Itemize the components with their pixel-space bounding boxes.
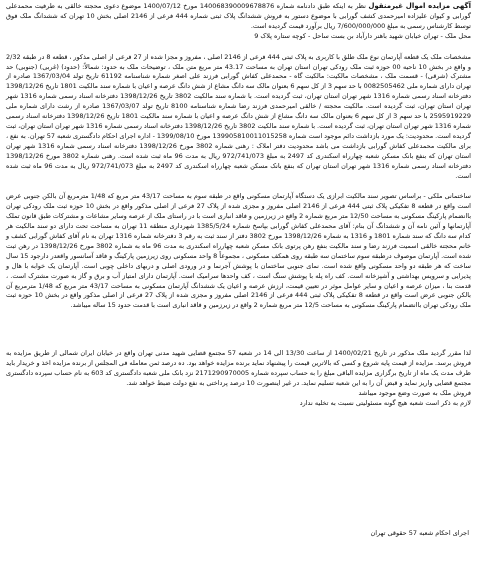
property-description: مشخصات ملک یک قطعه آپارتمان نوع ملک طلق با کاربری به پلاک ثبتی 444 فرعی از 2146 اصلی ، مفروز و مجزا شده از 27 فرعی از اصلی مذکور ، قطعه 8 در طبقه 2/32 و واقع در بخش 10 ناحیه 00 حوزه ثبت ملک رودکی تهران استان تهران به مساحت 43.17 متر مربع متن ملک ، توضیحات ملک به حدود: شمالاً: (حدود) (غربی) (جنوبی) حد مشترک (شرقی) - قسمت ملک ، مشخصات مالکیت: مالکیت گاه - محمدعلی کفاش گورابی فرزند علی اصغر شماره شناسنامه 61192 تاریخ تولد 1367/03/04 صادره از تهران دارای شماره ملی 0082505462 با حد سهم 3 از کل سهم 6 بعنوان مالک سه دانگ مشاع از شش دانگ عرصه و اعیان با شماره سند مالکیت 1801 تاریخ 1398/12/26 دفترخانه اسناد رسمی شماره 1316 شهر تهران استان تهران، ثبت گردیده است. با شماره سند مالکیت 3802 تاریخ 1398/12/26 دفترخانه اسناد رسمی شماره 1316 شهر تهران استان تهران، ثبت گردیده است. مالکیت محجته / خالقی امیرحمدی فرزند رضا شماره شناسنامه 8100 تاریخ تولد 1367/03/07 صادره از رشت دارای شماره ملی 2595919229 با حد سهم 3 از کل سهم 6 بعنوان مالک سه دانگ مشاع از شش دانگ عرصه و اعیان با شماره سند مالکیت 1801 تاریخ 1398/12/26 دفترخانه اسناد رسمی شماره 1316 شهر تهران استان تهران، ثبت گردیده است. با شماره سند مالکیت 3802 تاریخ 1398/12/26 دفترخانه اسناد رسمی شماره 1316 شهر تهران استان تهران، ثبت گردیده است. محدودیت: یک مورد بازداشت دائم موجود است شماره 139905810011015258 مورخ 1399/08/10 - اداره اجرای احکام دادگستری شعبه 57 تهران. به نفع ، برای مالکیت محمدعلی کفاش گورابی بازداشت می باشد محدودیت دفتر املاک : رهنی شماره 3802 مورخ 1398/12/26 دفترخانه اسناد رسمی شماره 1316 شهر تهران استان تهران که بنفع بانک مسکن شعبه چهارراه اسکندری کد 2497 به مبلغ 972/741/073 ریال به مدت 96 ماه ثبت شده است. رهنی شماره 3802 مورخ 1398/12/26 دفترخانه اسناد رسمی شماره 1316 شهر تهران استان تهران که بنفع بانک مسکن شعبه چهارراه اسکندری کد 2497 به مبلغ 972/741/073 ریال به مدت 96 ماه ثبت شده است. — [6, 52, 472, 180]
intro-text: نظر به اینکه طبق دادنامه شماره 140068390009678876 مورخ 1400/07/12 موضوع دعوی محجته خالقی به طرفیت محمدعلی گورابی و کیوان علیزاده امیرحمدی کشف گورابی با موضوع دستور به فروش ششدانگ پلاک ثبتی شماره 444 فرعی از 2146 اصلی بخش 10 تهران که ششدانگ ملک فوق توسط کارشناس رسمی به مبلغ 7/600/000/000 ریال برآورد قیمت گردیده است. — [6, 2, 471, 30]
notice-title: آگهی مزایده اموال غیرمنقول — [368, 2, 471, 10]
property-address: محل ملک - تهران خیابان شهید باهنر دارآباد بن بست ساحل - کوچه ستاره پلاک 9 — [254, 31, 471, 40]
expert-report: ساختمانی ملکی - براساس تصویر سند مالکیت ابرازی یک دستگاه آپارتمان مسکونی واقع در طبقه سوم به مساحت 43/17 متر مربع که 1/48 مترمربع آن بالکن جنوبی عرض است واقع در قطعه 8 تفکیکی پلاک ثبتی 444 فرعی از 2146 اصلی مفروز و مجزی شده از پلاک 27 فرعی از اصلی مذکور واقع در بخش 10 حوزه ثبت ملک رودکی تهران باانضمام پارکینگ مسکونی به مساحت 12/50 متر مربع شماره 2 واقع در زیرزمین و فاقد انباری است با در راستای ملک از عرصه وسایر مشاعات و مشترکات طبق قانون تملک آپارتمانها و آئین نامه آن و ششدانگ آن بنام: آقای محمدعلی کفاش گورابی بپاسخ شماره 1385/5/24 شهرداری منطقه 11 تهران به مساحت تحت دارای دو سند مالکیت هر کدام سه دانگ که سند شماره 1801 و 1316 به شماره 1398/12/26 مورخ 3802 دفتر از سند ثبت به رقم 3 دفترخانه شماره 1316 تهران به نام آقای کفاش گورابی کشف و خانم محجته خالقی اسمیت فرزند رضا و سند مالکیت بنفع رهن پرتوی بانک مسکن شعبه چهارراه اسکندری به مدت 96 ماه به شماره 3802 مورخ 1398/12/26 در رهن ثبت شده است. آپارتمان موصوف درطبقه سوم ساختمان سه طبقه روی همکف مسکونی ، مجموعاً 8 واحد مسکونی روی زیرزمین پارکینگ و فاقد آسانسور واقعدر دارجود 15 سال ساخت که هر طبقه دو واحد مسکونی واقع شده است. نمای جنوبی ساختمان با پوشش آجرنما و در ورودی اصلی و دربهای داخلی چوبی است. آپارتمان یک خوابه با هال و پذیرایی و سرویس بهداشتی و آشپزخانه است. کف راه پله با پوشش سنگ است ، کف واحدها سرامیک است. آپارتمان دارای امتیاز آب و برق و گاز به صورت مشترک است. ، قدمت بنا ، میزان عرصه و اعیان و سایر عوامل موثر در تعیین قیمت، ارزش عرصه و اعیان یک ششدانگ آپارتمان مسکونی به مساحت 43/17 متر مربع که 1/48 مترمربع آن بالکن جنوبی عرض است واقع در قطعه 8 تفکیکی پلاک ثبتی 444 فرعی از 2146 اصلی مفروز و مجزی شده از پلاک 27 فرعی از اصلی مذکور واقع در بخش 10 حوزه ثبت ملک رودکی تهران باانضمام پارکینگ مسکونی به مساحت 12/5 متر مربع شماره 2 واقع در زیرزمین و فاقد انباری است با قدمت حدود 15 ساله میباشد. — [6, 192, 472, 310]
note-eviction: لازم به ذکر است شعبه هیچ گونه مسئولیتی نسبت به تخلیه ندارد — [299, 398, 471, 407]
note-as-is: فروش ملک به صورت وضع موجود میباشد — [358, 388, 471, 397]
notice-intro — [6, 2, 471, 32]
auction-terms: لذا مقرر گردید ملک مذکور در تاریخ 1400/02/21 از ساعت 13/30 الی 14 در شعبه 57 مجتمع قضایی شهید مدنی تهران واقع در خیابان ایران شمالی از طریق مزایده به فروش برسد. مزایده از قیمت پایه شروع و کسی که بالاترین قیمت را پیشنهاد نماید برنده مزایده خواهد بود. ده درصد ثمن معامله فی المجلس از برنده مزایده اخذ و خریدار باید ظرف مدت یک ماه از تاریخ برگزاری مزایده الباقی مبلغ را به حساب سپرده شماره 2171290970005 نزد بانک ملی شعبه دادگستری کد 603 به نام حساب سپرده دادگستری مجتمع قضایی واریز نماید و قبض آن را به این شعبه تسلیم نماید. در غیر اینصورت 10 درصد پرداختی به نفع دولت ضبط خواهد شد. — [6, 349, 471, 387]
signature-office: اجرای احکام شعبه 57 حقوقی تهران — [370, 529, 469, 537]
